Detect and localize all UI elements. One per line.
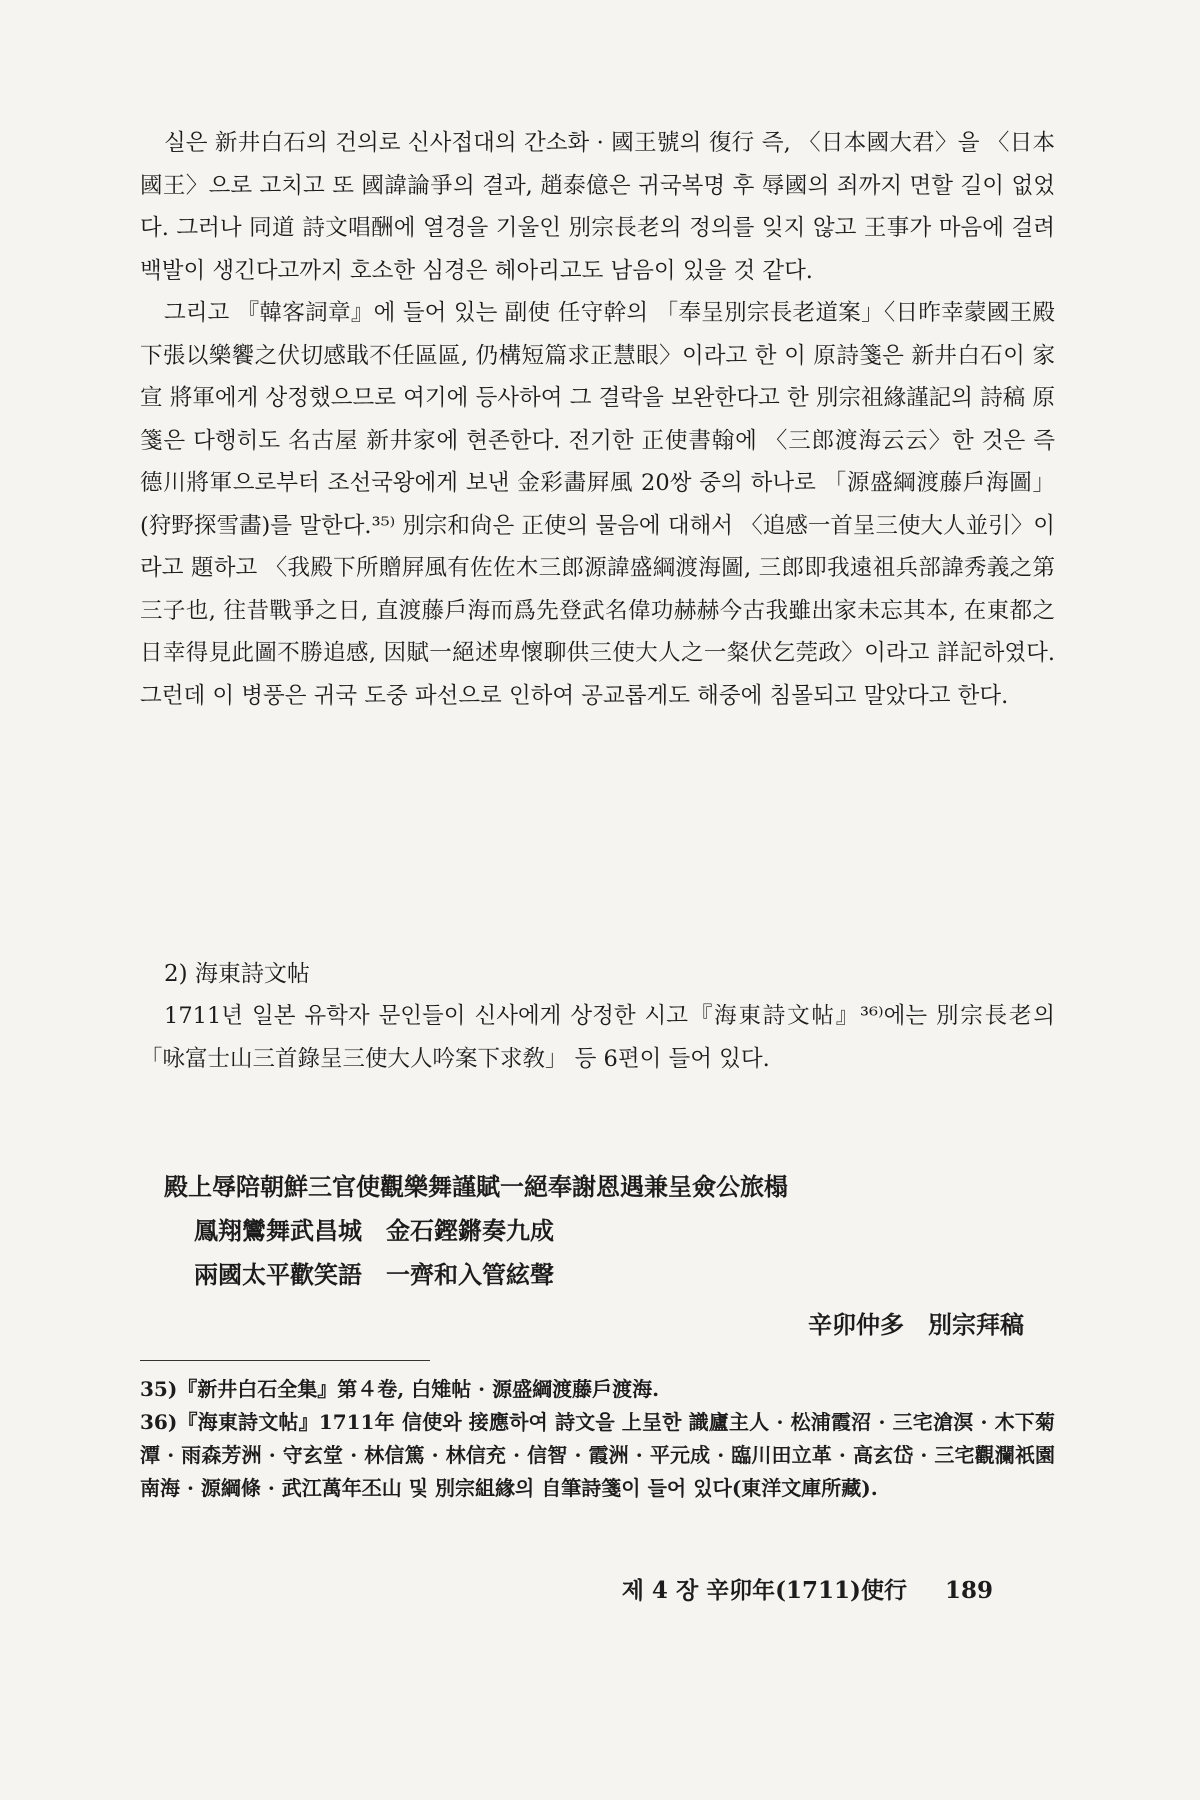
poem-line-2: 兩國太平歡笑語 一齊和入管絃聲 [194,1260,554,1289]
section-paragraph: 1711년 일본 유학자 문인들이 신사에게 상정한 시고『海東詩文帖』³⁶⁾에는 別宗長老의 「咏富士山三首錄呈三使大人吟案下求敎」 등 6편이 들어 있다. [140,1003,1055,1072]
section-body-text [140,995,1055,1080]
footnotes [140,1373,1055,1505]
paragraph-2: 그리고 『韓客詞章』에 들어 있는 副使 任守幹의 「奉呈別宗長老道案」〈日昨幸蒙國王殿下張以樂饗之伏切感戢不任區區, 仍構短篇求正慧眼〉이라고 한 이 原詩箋은 新井白石이 家宣 將軍에게 상정했으므로 여기에 등사하여 그 결락을 보완한다고 한 別宗祖緣謹記의 詩稿 原箋은 다행히도 名古屋 新井家에 현존한다. 전기한 正使書翰에 〈三郎渡海云云〉한 것은 즉 德川將軍으로부터 조선국왕에게 보낸 金彩畵屛風 20쌍 중의 하나로 「源盛綱渡藤戶海圖」(狩野探雪畵)를 말한다.³⁵⁾ 別宗和尙은 正使의 물음에 대해서 〈追感一首呈三使大人並引〉이라고 題하고 〈我殿下所贈屛風有佐佐木三郎源諱盛綱渡海圖, 三郎即我遠祖兵部諱秀義之第三子也, 往昔戰爭之日, 直渡藤戶海而爲先登武名偉功赫赫今古我雖出家未忘其本, 在東都之日幸得見此圖不勝追感, 因賦一絕述卑懷聊供三使大人之一粲伏乞莞政〉이라고 詳記하였다. 그런데 이 병풍은 귀국 도중 파선으로 인하여 공교롭게도 해중에 침몰되고 말았다고 한다. [140,300,1055,709]
main-body-text [140,122,1055,717]
chapter-title: 제 4 장 辛卯年(1711)使行 [621,1577,907,1604]
section-heading: 2) 海東詩文帖 [164,961,310,987]
footnote-35: 35)『新井白石全集』第４卷, 白雉帖 · 源盛綱渡藤戶渡海. [140,1377,660,1401]
poem-line-1: 鳳翔鸞舞武昌城 金石鏗鏘奏九成 [194,1216,554,1245]
poem-title: 殿上辱陪朝鮮三官使觀樂舞謹賦一絕奉謝恩遇兼呈僉公旅榻 [164,1172,788,1201]
footnote-divider [140,1360,430,1361]
poem-block [164,1165,1054,1347]
footnote-36: 36)『海東詩文帖』1711年 信使와 接應하여 詩文을 上呈한 識廬主人 · 松浦霞沼 · 三宅滄溟 · 木下菊潭 · 雨森芳洲 · 守玄堂 · 林信篤 · 林信充 · 信智 · 霞洲 · 平元成 · 臨川田立革 · 高玄岱 · 三宅觀瀾祇園南海 · 源綱條 · 武江萬年丕山 및 別宗組緣의 自筆詩箋이 들어 있다(東洋文庫所藏). [140,1410,1055,1500]
poem-signature: 辛卯仲多 別宗拜稿 [808,1310,1024,1339]
paragraph-1: 실은 新井白石의 건의로 신사접대의 간소화 · 國王號의 復行 즉, 〈日本國大君〉을 〈日本國王〉으로 고치고 또 國諱論爭의 결과, 趙泰億은 귀국복명 후 辱國의 죄까지 면할 길이 없었다. 그러나 同道 詩文唱酬에 열경을 기울인 別宗長老의 정의를 잊지 않고 王事가 마음에 걸려 백발이 생긴다고까지 호소한 심경은 헤아리고도 남음이 있을 것 같다. [140,130,1055,284]
page-number: 189 [944,1577,993,1604]
page-footer [622,1572,993,1605]
